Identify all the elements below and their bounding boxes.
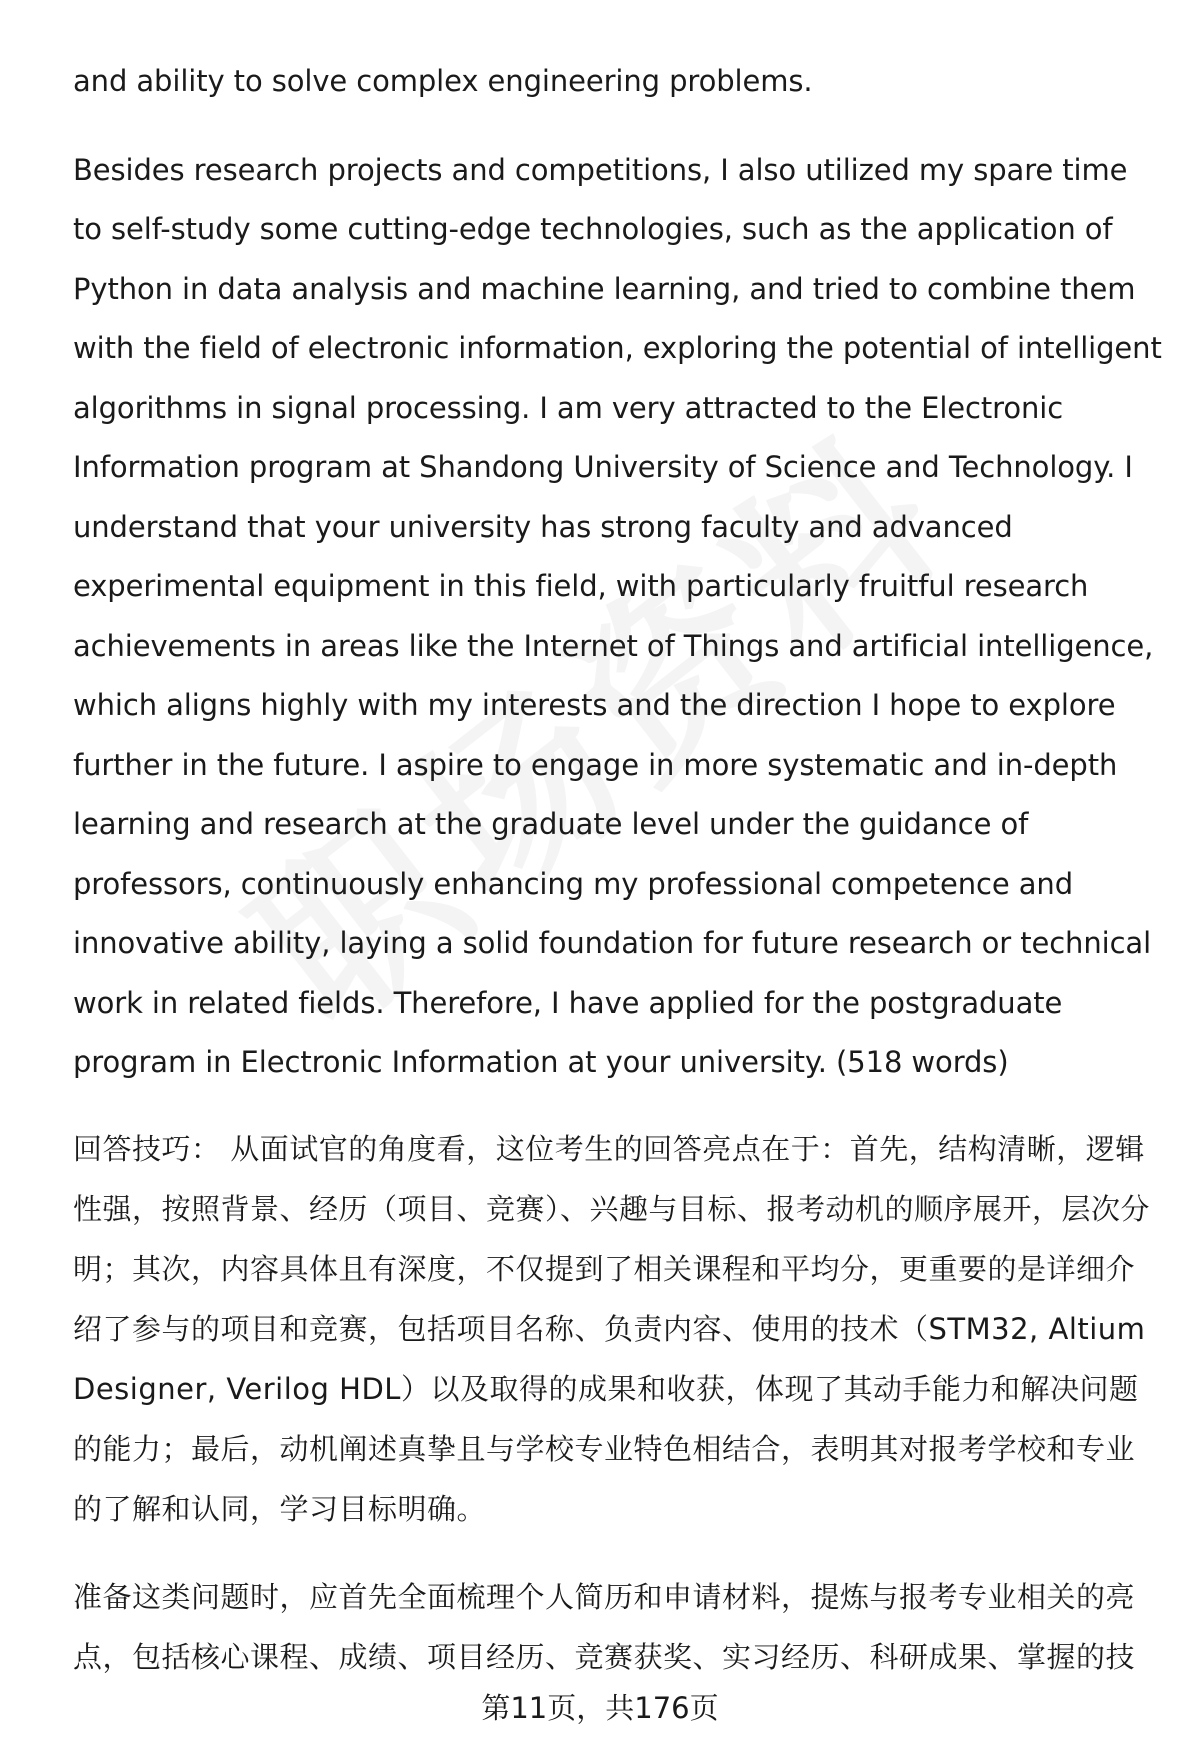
paragraph-preparation: 准备这类问题时，应首先全面梳理个人简历和申请材料，提炼与报考专业相关的亮点，包括核心课程、成绩、项目经历、竞赛获奖、实习经历、科研成果、掌握的技 [73, 1579, 1136, 1674]
page-number: 第11页，共176页 [481, 1691, 719, 1725]
paragraph-answer-tips: 回答技巧： 从面试官的角度看，这位考生的回答亮点在于：首先，结构清晰，逻辑性强，按照背景、经历（项目、竞赛）、兴趣与目标、报考动机的顺序展开，层次分明；其次，内容具体且有深度，不仅提到了相关课程和平均分，更重要的是详细介绍了参与的项目和竞赛，包括项目名称、负责内容、使用的技术（STM32, Altium Designer, Verilog HDL）以及取得的成果和收获，体现了其动手能力和解决问题的能力；最后，动机阐述真挚且与学校专业特色相结合，表明其对报考学校和专业的了解和认同，学习目标明确。 [73, 1131, 1151, 1526]
paragraph-continuation: and ability to solve complex engineering problems. [73, 64, 813, 98]
paragraph-motivation: Besides research projects and competitions, I also utilized my spare time to self-study some cutting-edge technologies, such as the application of Python in data analysis and machine learning, and tried to combine them with the field of electronic information, exploring the potential of intelligent algorithms in signal processing. I am very attracted to the Electronic Information program at Shandong University of Science and Technology. I understand that your university has strong faculty and advanced experimental equipment in this field, with particularly fruitful research achievements in areas like the Internet of Things and artificial intelligence, which aligns highly with my interests and the direction I hope to explore further in the future. I aspire to engage in more systematic and in-depth learning and research at the graduate level under the guidance of professors, continuously enhancing my professional competence and innovative ability, laying a solid foundation for future research or technical work in related fields. Therefore, I have applied for the postgraduate program in Electronic Information at your university. (518 words) [73, 152, 1162, 1079]
page-content [73, 52, 1163, 1687]
